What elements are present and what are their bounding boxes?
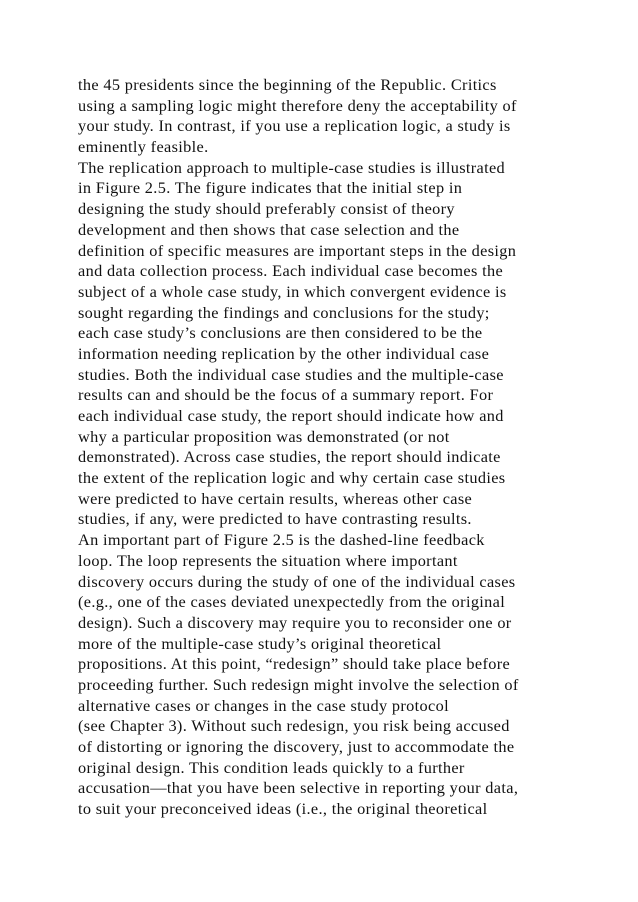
text-line: each case study’s conclusions are then considered to be the (78, 323, 483, 343)
text-line: using a sampling logic might therefore deny the acceptability of (78, 95, 517, 115)
text-line: more of the multiple-case study’s original theoretical (78, 633, 442, 653)
text-line: demonstrated). Across case studies, the report should indicate (78, 447, 501, 467)
text-line: to suit your preconceived ideas (i.e., the original theoretical (78, 799, 488, 819)
text-line: subject of a whole case study, in which convergent evidence is (78, 281, 507, 301)
text-line: propositions. At this point, “redesign” should take place before (78, 654, 511, 674)
text-line: accusation—that you have been selective in reporting your data, (78, 778, 519, 798)
text-line: (e.g., one of the cases deviated unexpectedly from the original (78, 592, 506, 612)
text-line: discovery occurs during the study of one of the individual cases (78, 571, 516, 591)
text-line: alternative cases or changes in the case study protocol (78, 695, 449, 715)
text-line: An important part of Figure 2.5 is the dashed-line feedback (78, 530, 485, 550)
text-line: the 45 presidents since the beginning of the Republic. Critics (78, 75, 497, 94)
text-line: sought regarding the findings and conclusions for the study; (78, 302, 490, 322)
text-line: studies, if any, were predicted to have contrasting results. (78, 509, 472, 529)
text-line: in Figure 2.5. The figure indicates that the initial step in (78, 178, 463, 198)
text-line: design). Such a discovery may require you to reconsider one or (78, 612, 512, 632)
text-line: original design. This condition leads quickly to a further (78, 757, 465, 777)
text-line: each individual case study, the report should indicate how and (78, 406, 504, 425)
text-line: definition of specific measures are important steps in the design (78, 240, 517, 260)
text-line: the extent of the replication logic and why certain case studies (78, 468, 506, 488)
text-line: development and then shows that case selection and the (78, 219, 460, 239)
text-line: information needing replication by the other individual case (78, 343, 490, 363)
text-line: why a particular proposition was demonstrated (or not (78, 426, 450, 446)
text-line: designing the study should preferably consist of theory (78, 199, 455, 219)
text-line: of distorting or ignoring the discovery, just to accommodate the (78, 737, 515, 756)
text-line: and data collection process. Each individual case becomes the (78, 261, 504, 281)
text-line: eminently feasible. (78, 137, 209, 157)
text-line: proceeding further. Such redesign might involve the selection of (78, 674, 519, 694)
text-line: (see Chapter 3). Without such redesign, you risk being accused (78, 716, 510, 736)
text-line: studies. Both the individual case studies and the multiple-case (78, 364, 504, 384)
text-line: your study. In contrast, if you use a replication logic, a study is (78, 116, 511, 136)
text-line: results can and should be the focus of a summary report. For (78, 385, 494, 405)
body-text (78, 75, 578, 820)
text-line: loop. The loop represents the situation where important (78, 550, 458, 570)
text-line: The replication approach to multiple-case studies is illustrated (78, 157, 506, 177)
text-line: were predicted to have certain results, whereas other case (78, 488, 473, 508)
